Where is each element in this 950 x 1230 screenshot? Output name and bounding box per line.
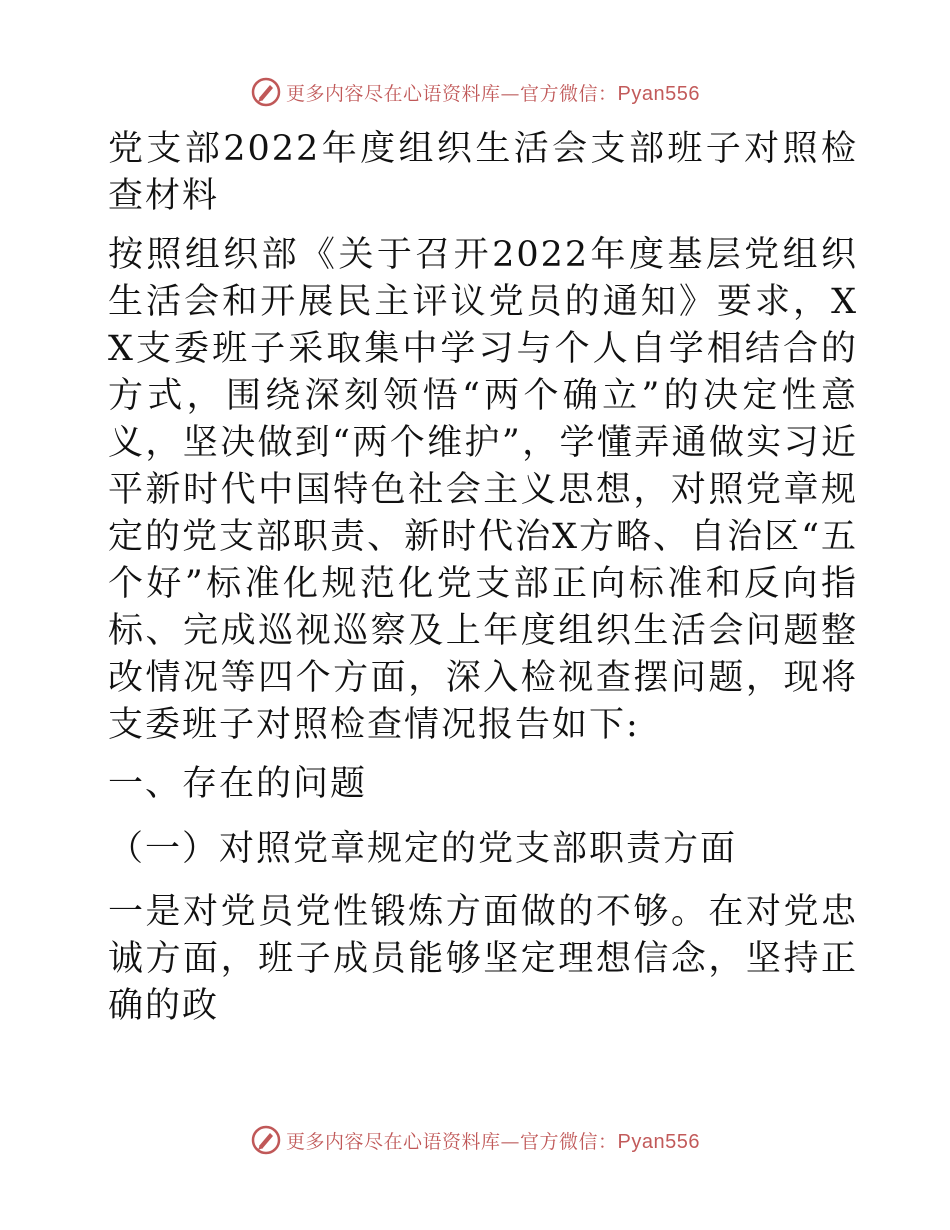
pen-in-circle-icon <box>250 76 282 108</box>
watermark-wechat-label: 官方微信： <box>520 1130 618 1153</box>
intro-paragraph: 按照组织部《关于召开2022年度基层党组织生活会和开展民主评议党员的通知》要求，XX支委班子采取集中学习与个人自学相结合的方式，围绕深刻领悟“两个确立”的决定性意义，坚决做到“两个维护”，学懂弄通做实习近平新时代中国特色社会主义思想，对照党章规定的党支部职责、新时代治X方略、自治区“五个好”标准化规范化党支部正向标准和反向指标、完成巡视巡察及上年度组织生活会问题整改情况等四个方面，深入检视查摆问题，现将支委班子对照检查情况报告如下: <box>108 235 858 745</box>
watermark-text: 更多内容尽在心语资料库 <box>286 82 501 105</box>
watermark-wechat-id: Pyan556 <box>617 1130 700 1153</box>
document-title: 党支部2022年度组织生活会支部班子对照检查材料 <box>108 129 858 216</box>
watermark-wechat-id: Pyan556 <box>617 82 700 105</box>
header-watermark <box>0 72 950 112</box>
section-heading: 一、存在的问题 <box>108 764 368 804</box>
footer-watermark <box>0 1120 950 1160</box>
pen-in-circle-icon <box>250 1124 282 1156</box>
document-body <box>98 126 858 1039</box>
watermark-separator: — <box>500 1130 521 1153</box>
watermark-separator: — <box>500 82 521 105</box>
watermark-wechat-label: 官方微信： <box>520 82 618 105</box>
body-paragraph: 一是对党员党性锻炼方面做的不够。在对党忠诚方面，班子成员能够坚定理想信念，坚持正确的政 <box>108 892 858 1026</box>
watermark-text: 更多内容尽在心语资料库 <box>286 1130 501 1153</box>
subsection-heading: （一）对照党章规定的党支部职责方面 <box>108 829 738 869</box>
